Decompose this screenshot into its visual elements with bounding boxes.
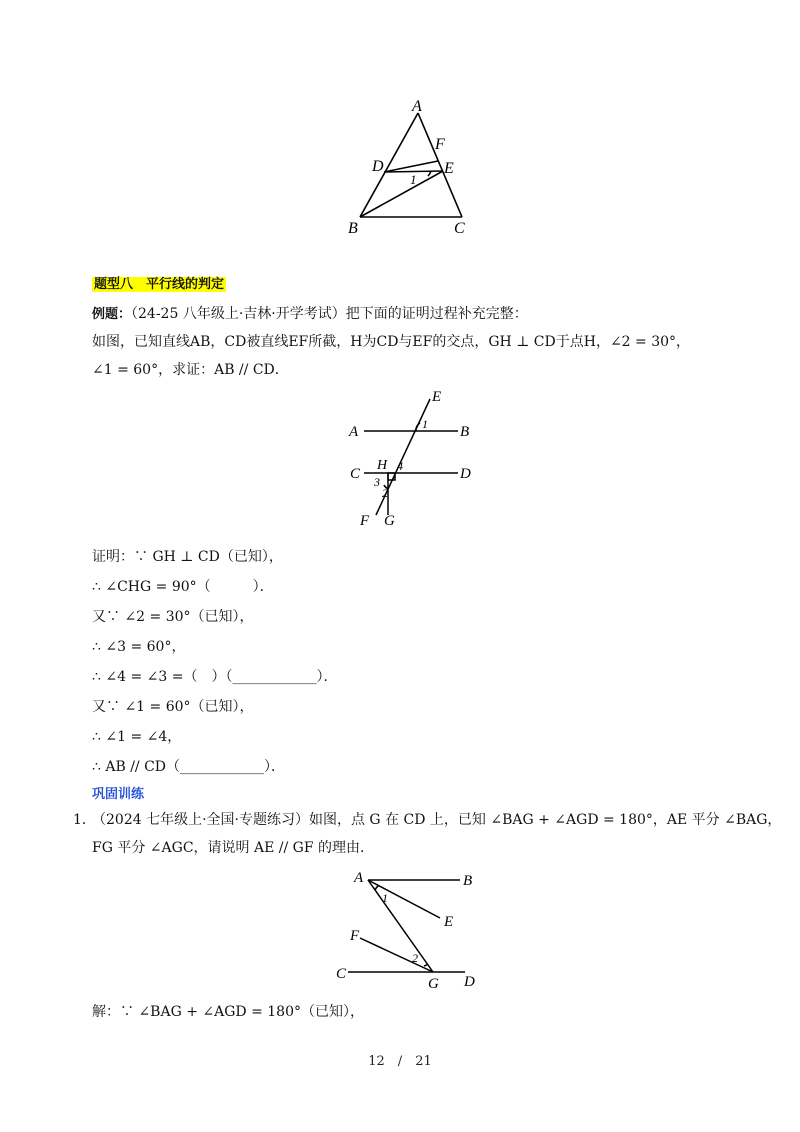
proof-line-7: ∴ ∠1 = ∠4， xyxy=(92,729,182,745)
label-F: F xyxy=(350,928,360,944)
label-angle2: 2 xyxy=(412,951,418,965)
figure-parallel-lines xyxy=(340,385,500,535)
label-C: C xyxy=(454,220,465,237)
label-C: C xyxy=(350,466,361,482)
label-angle2: 2 xyxy=(382,486,388,500)
example-header xyxy=(92,305,528,324)
label-A: A xyxy=(412,98,422,115)
section-title: 题型八 平行线的判定 xyxy=(94,277,225,292)
proof-line-8: ∴ AB // CD（____________）． xyxy=(92,759,286,775)
example-line2: ∠1 = 60°，求证：AB // CD． xyxy=(92,362,289,378)
proof-line-3: 又∵ ∠2 = 30°（已知）， xyxy=(92,609,254,625)
proof-line-4: ∴ ∠3 = 60°， xyxy=(92,639,186,655)
label-angle1: 1 xyxy=(422,417,428,431)
question-number: 1． xyxy=(73,812,96,828)
label-angle3: 3 xyxy=(374,475,380,489)
label-F: F xyxy=(360,513,370,529)
label-D: D xyxy=(464,974,475,990)
label-angle1: 1 xyxy=(410,172,417,187)
example-line1: 如图，已知直线AB，CD被直线EF所截，H为CD与EF的交点，GH ⊥ CD于点H，∠2 = 30°， xyxy=(92,334,691,350)
label-B: B xyxy=(460,424,470,440)
label-E: E xyxy=(444,914,454,930)
proof-line-1: 证明：∵ GH ⊥ CD（已知）， xyxy=(92,549,283,565)
label-A: A xyxy=(349,424,359,440)
proof-line-5: ∴ ∠4 = ∠3 =（ ）（____________）． xyxy=(92,669,338,685)
label-E: E xyxy=(444,160,454,177)
proof-line-6: 又∵ ∠1 = 60°（已知）， xyxy=(92,699,254,715)
question-line1: （2024 七年级上·全国·专题练习）如图，点 G 在 CD 上，已知 ∠BAG + ∠AGD = 180°，AE 平分 ∠BAG， xyxy=(92,812,782,828)
label-angle1: 1 xyxy=(382,891,388,905)
label-D: D xyxy=(372,158,384,175)
label-G: G xyxy=(384,513,395,529)
label-D: D xyxy=(460,466,471,482)
label-G: G xyxy=(428,976,439,992)
answer-line: 解：∵ ∠BAG + ∠AGD = 180°（已知）， xyxy=(92,1004,364,1020)
label-B: B xyxy=(348,220,358,237)
label-E: E xyxy=(432,389,442,405)
label-B: B xyxy=(463,873,473,889)
label-H: H xyxy=(377,458,388,473)
figure-triangle xyxy=(340,95,480,240)
question-line2: FG 平分 ∠AGC，请说明 AE // GF 的理由． xyxy=(92,840,374,856)
proof-line-2: ∴ ∠CHG = 90°（ ）． xyxy=(92,579,274,595)
example-label: 例题： xyxy=(92,307,132,322)
example-source: （24-25 八年级上·吉林·开学考试）把下面的证明过程补充完整： xyxy=(131,306,528,322)
label-A: A xyxy=(354,870,364,886)
label-C: C xyxy=(336,966,347,982)
page-number: 12 / 21 xyxy=(368,1054,432,1069)
label-F: F xyxy=(435,136,445,153)
figure-practice xyxy=(330,862,490,992)
practice-title: 巩固训练 xyxy=(92,787,145,802)
label-angle4: 4 xyxy=(397,459,403,473)
